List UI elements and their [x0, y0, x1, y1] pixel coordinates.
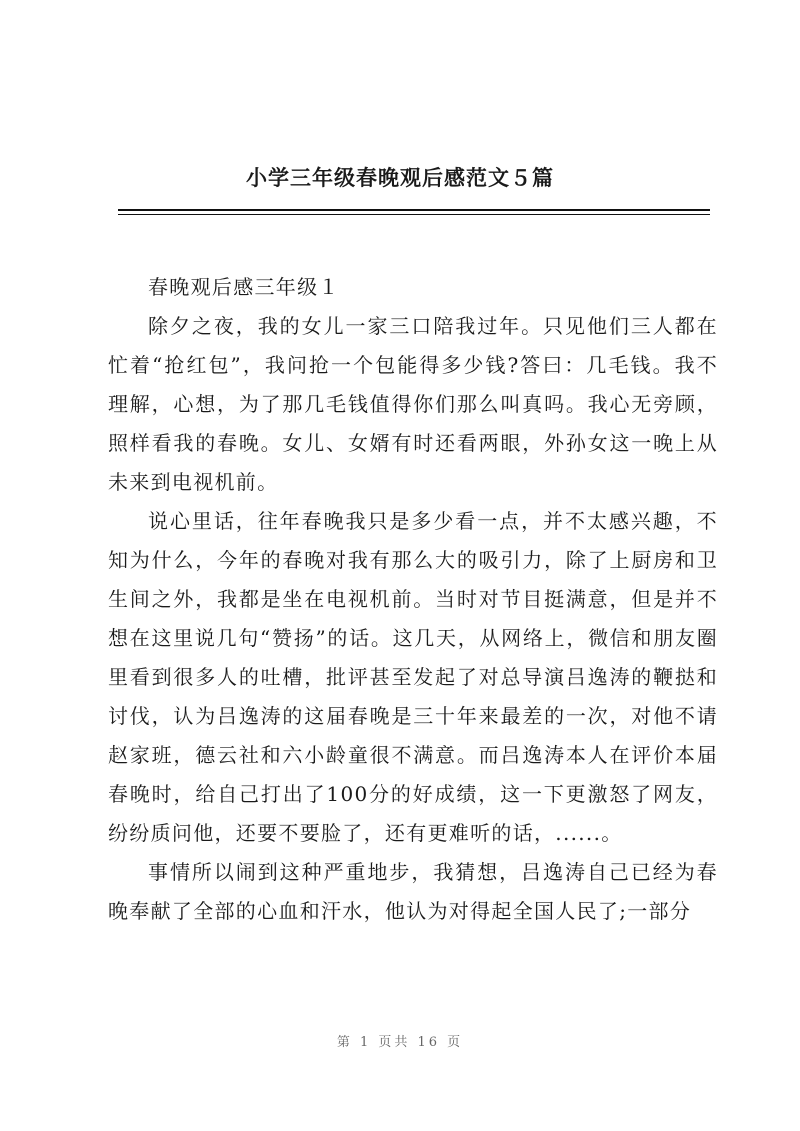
document-title: 小学三年级春晚观后感范文５篇 [246, 165, 554, 190]
paragraph: 说心里话，往年春晚我只是多少看一点，并不太感兴趣，不知为什么，今年的春晚对我有那么大的吸引力，除了上厨房和卫生间之外，我都是坐在电视机前。当时对节目挺满意，但是并不想在这里说几句“赞扬”的话。这几天，从网络上，微信和朋友圈里看到很多人的吐槽，批评甚至发起了对总导演吕逸涛的鞭挞和讨伐，认为吕逸涛的这届春晚是三十年来最差的一次，对他不请赵家班，德云社和六小龄童很不满意。而吕逸涛本人在评价本届春晚时，给自己打出了100分的好成绩，这一下更激怒了网友，纷纷质问他，还要不要脸了，还有更难听的话，......。 [108, 509, 718, 845]
paragraph: 除夕之夜，我的女儿一家三口陪我过年。只见他们三人都在忙着“抢红包”，我问抢一个包能得多少钱?答曰：几毛钱。我不理解，心想，为了那几毛钱值得你们那么叫真吗。我心无旁顾，照样看我的春晚。女儿、女婿有时还看两眼，外孙女这一晚上从未来到电视机前。 [108, 314, 718, 494]
document-body [108, 268, 718, 931]
page-number: 第 1 页共 16 页 [336, 1035, 464, 1050]
title-divider-thin [118, 214, 710, 215]
title-divider [118, 209, 710, 211]
paragraph: 事情所以闹到这种严重地步，我猜想，吕逸涛自己已经为春晚奉献了全部的心血和汗水，他认为对得起全国人民了;一部分 [108, 860, 718, 923]
section-heading: 春晚观后感三年级１ [148, 275, 340, 299]
